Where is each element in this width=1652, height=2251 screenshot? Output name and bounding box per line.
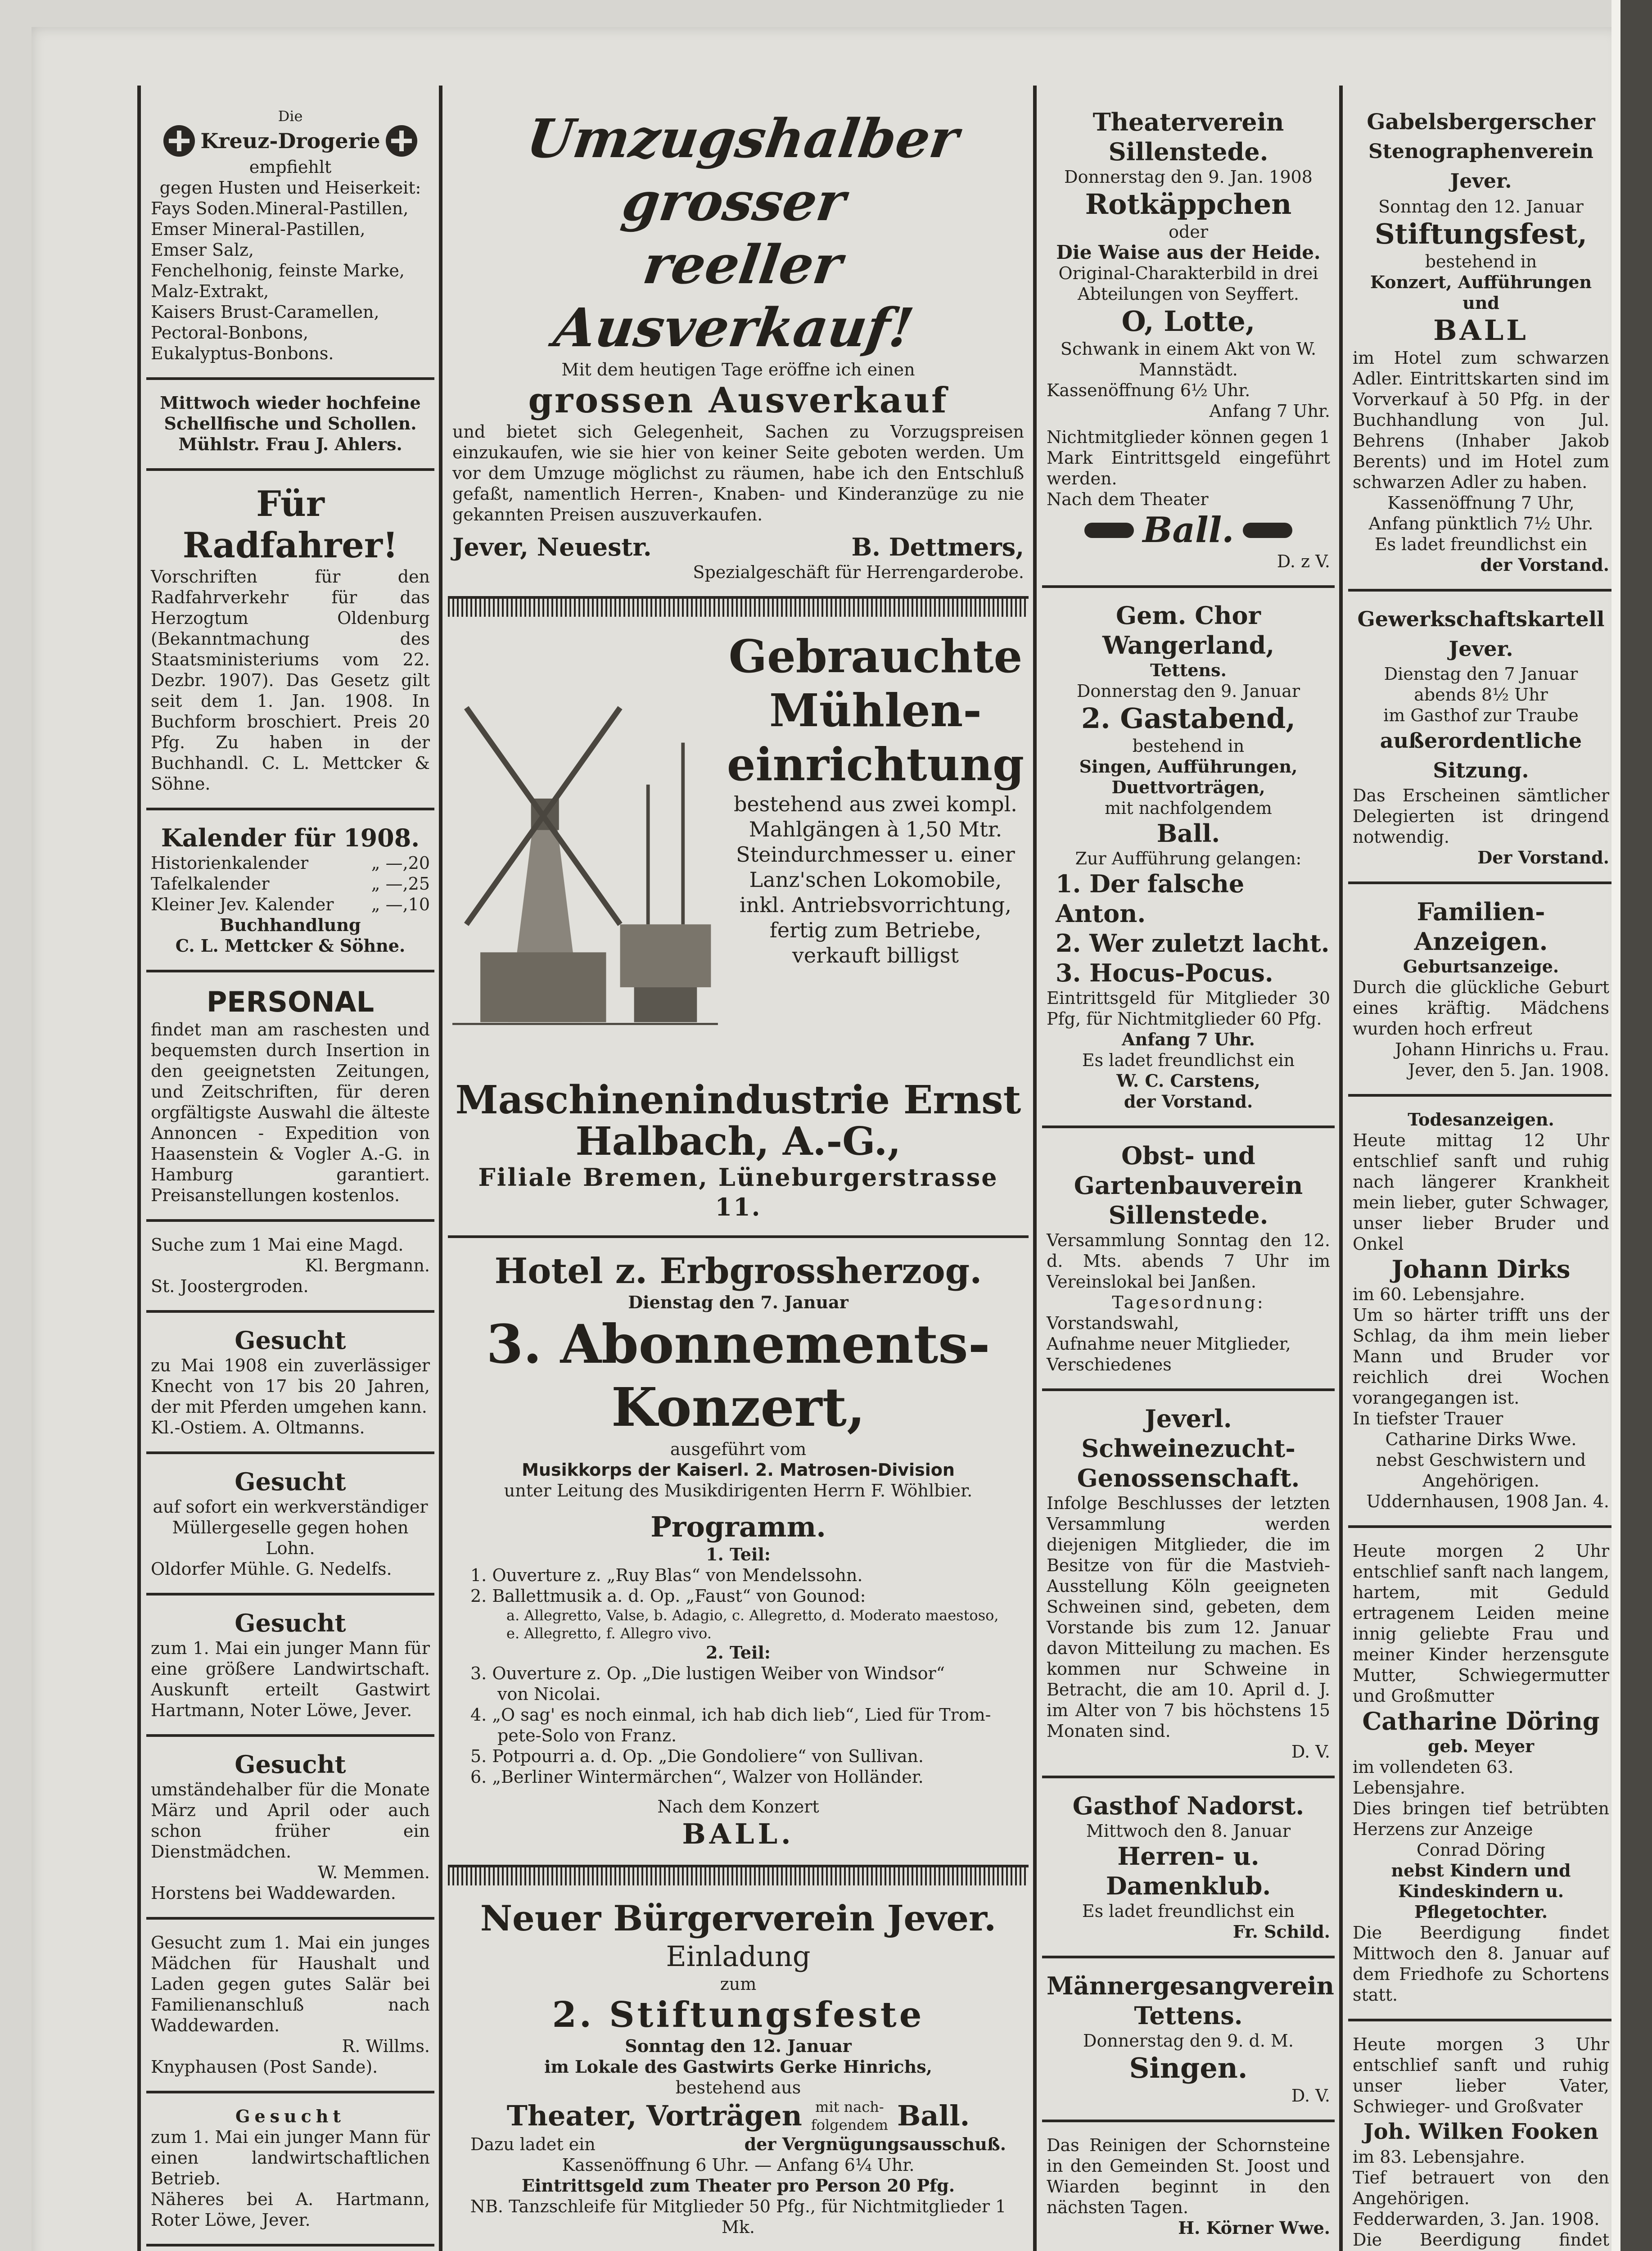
ad-text: Nach dem Theater	[1047, 489, 1209, 509]
ad-headline: Ball.	[1142, 510, 1234, 551]
ad-text: Dazu ladet ein	[470, 2134, 596, 2154]
ad-kicker: Die	[278, 108, 303, 125]
ad-signature: D. z V.	[1277, 551, 1330, 571]
pointing-hand-icon	[1243, 523, 1292, 538]
section-title: Todesanzeigen.	[1408, 1109, 1554, 1130]
event-title: Rotkäppchen	[1085, 188, 1292, 221]
ad-text: Anfang 7 Uhr.	[1209, 401, 1330, 421]
ad-title: Genossenschaft.	[1077, 1464, 1300, 1492]
ad-gesucht-dienstmaedchen	[146, 1737, 434, 1920]
ad-signature: Kl. Bergmann.	[305, 1256, 430, 1275]
ad-text: geb. Meyer	[1427, 1736, 1535, 1756]
ad-text: Zur Aufführung gelangen:	[1075, 849, 1302, 868]
ad-text: NB. Tanzschleife für Mitglieder 50 Pfg., für Nichtmitglieder 1 Mk.	[470, 2197, 1007, 2237]
event-title: 2. Stiftungsfeste	[552, 1994, 925, 2035]
event-title: 2. Gastabend,	[1081, 702, 1295, 735]
ad-familien-anzeigen	[1348, 884, 1614, 1097]
ad-schornstein	[1042, 2122, 1335, 2251]
ad-text: zum 1. Mai ein junger Mann für einen landwirtschaftlichen Betrieb.	[151, 2127, 430, 2188]
ad-text: Konzert, Aufführungen und	[1370, 272, 1592, 313]
ad-text: Näheres bei A. Hartmann, Roter Löwe, Jever.	[151, 2189, 430, 2230]
ad-signature: H. Körner Wwe.	[1178, 2218, 1330, 2238]
ad-text: Versammlung Sonntag den 12. d. Mts. abends 7 Uhr im Vereinslokal bei Janßen.	[1047, 1230, 1330, 1292]
ad-gesucht-landwirtschaft	[146, 1596, 434, 1737]
ad-signature: Mühlstr. Frau J. Ahlers.	[178, 434, 402, 454]
ad-signature: Oldorfer Mühle. G. Nedelfs.	[151, 1559, 392, 1579]
ad-gesucht-maedchen	[146, 1920, 434, 2093]
ad-text: Original-Charakterbild in drei Abteilungen von Seyffert.	[1058, 263, 1318, 304]
ad-gesucht-knecht	[146, 1313, 434, 1454]
ad-title: Gabelsbergerscher	[1367, 109, 1595, 135]
windmill-illustration	[452, 629, 718, 1080]
ad-text: bestehend in	[1132, 736, 1245, 756]
ad-title: Gesucht	[235, 1750, 346, 1779]
ad-personal	[146, 972, 434, 1222]
event-title: O, Lotte,	[1121, 305, 1255, 338]
ad-title: PERSONAL	[206, 985, 375, 1018]
ad-signature: D. V.	[1291, 2086, 1330, 2106]
ad-gabelsberger	[1348, 95, 1614, 592]
ad-headline: Theater, Vorträgen	[506, 2099, 802, 2132]
ad-headline: grossen Ausverkauf	[528, 380, 948, 421]
ad-text: Mit dem heutigen Tage eröffne ich einen	[561, 360, 915, 380]
ad-line: Schellfische und Schollen.	[164, 413, 417, 434]
ad-address: Filiale Bremen, Lüneburgerstrasse 11.	[478, 1163, 998, 1221]
ad-signature: Conrad Döring	[1416, 1840, 1546, 1860]
event-title: Die Waise aus der Heide.	[1056, 241, 1321, 263]
ad-title: Gesucht	[235, 1609, 346, 1637]
ad-text: umständehalber für die Monate März und April oder auch schon früher ein Dienstmädchen.	[151, 1780, 430, 1862]
ad-text: Vorschriften für den Radfahrverkehr für das Herzogtum Oldenburg (Bekanntmachung des Staatsministeriums vom 22. Dezbr. 1907). Das Gesetz gilt seit dem 1. Jan. 1908. In Buchform broschiert. Preis 20 Pfg. Zu haben in der Buchhandl. C. L. Mettcker & Söhne.	[151, 567, 430, 794]
red-cross-icon	[163, 125, 195, 157]
program-part: 2. Teil:	[706, 1642, 771, 1663]
ad-lehrling	[146, 2246, 434, 2251]
ad-text: Die Beerdigung findet Mittwoch den 8. Januar auf dem Friedhofe zu Schortens statt.	[1353, 1923, 1609, 2005]
ad-text: Kassenöffnung 7 Uhr,	[1387, 493, 1575, 513]
ad-title: Jeverl. Schweinezucht-	[1081, 1404, 1295, 1463]
event-date: Dienstag den 7. Januar	[628, 1292, 849, 1312]
ad-signature: Catharine Dirks Wwe.	[1385, 1429, 1577, 1449]
ad-headline: BALL	[1433, 314, 1529, 347]
ad-title: Kalender für 1908.	[161, 823, 420, 852]
ad-title: Sillenstede.	[1108, 137, 1268, 166]
ad-place: Uddernhausen, 1908 Jan. 4.	[1366, 1492, 1609, 1511]
event-title: 3. Abonnements-Konzert,	[486, 1313, 990, 1438]
ad-text: In tiefster Trauer	[1353, 1409, 1503, 1428]
ad-signature: Kl.-Ostiem. A. Oltmanns.	[151, 1418, 365, 1437]
product-item: Malz-Extrakt,	[151, 281, 269, 301]
ad-title: Männergesangverein	[1047, 1971, 1334, 2000]
ad-title: Mühlen-	[769, 684, 982, 737]
ad-gewerkschaftskartell	[1348, 592, 1614, 884]
ad-signature: St. Joostergroden.	[151, 1276, 309, 1296]
ad-line: gegen Husten und Heiserkeit:	[159, 178, 421, 198]
program-item: 3. Ouverture z. Op. „Die lustigen Weiber von Windsor“	[470, 1663, 945, 1683]
program-item: 1. Der falsche Anton.	[1056, 869, 1245, 928]
ad-text: im vollendeten 63. Lebensjahre.	[1353, 1757, 1514, 1798]
deceased-name: Joh. Wilken Fooken	[1363, 2119, 1599, 2144]
event-title: Stiftungsfest,	[1375, 217, 1587, 250]
ad-title: Geburtsanzeige.	[1403, 956, 1559, 976]
ad-hotel-konzert	[448, 1238, 1029, 1867]
ad-text: Singen, Aufführungen, Duettvorträgen,	[1079, 756, 1298, 797]
product-item: Kaisers Brust-Caramellen,	[151, 302, 379, 322]
ad-signature: Buchhandlung	[220, 915, 361, 935]
program-item: 6. „Berliner Wintermärchen“, Walzer von Holländer.	[470, 1767, 924, 1787]
ad-place: Fedderwarden, 3. Jan. 1908.	[1353, 2209, 1600, 2229]
program-item: 2. Ballettmusik a. d. Op. „Faust“ von Gounod:	[470, 1586, 866, 1606]
ad-text: Suche zum 1 Mai eine Magd.	[151, 1235, 404, 1255]
ad-text: Heute mittag 12 Uhr entschlief sanft und ruhig nach längerer Krankheit mein lieber, guter Schwager, unser lieber Bruder und Onkel	[1353, 1130, 1609, 1254]
product-item: Fenchelhonig, feinste Marke,	[151, 261, 405, 280]
calendar-item: Historienkalender	[151, 853, 308, 873]
program-subitem: e. Allegretto, f. Allegro vivo.	[506, 1625, 712, 1642]
ad-text: findet man am raschesten und bequemsten durch Insertion in den geeignetsten Zeitungen, und Zeitschriften, für deren orgfältigste Auswahl die älteste Annoncen - Expedition von Haasenstein & Vogler A.-G. in Hamburg garantiert. Preisanstellungen kostenlos.	[151, 1020, 430, 1205]
agenda-item: Vorstandswahl,	[1047, 1313, 1179, 1333]
program-item: 1. Ouverture z. „Ruy Blas“ von Mendelssohn.	[470, 1565, 863, 1585]
ad-title: Theaterverein	[1092, 108, 1284, 136]
ad-title: Gesucht	[235, 2106, 345, 2126]
ad-signature: B. Dettmers,	[851, 533, 1024, 561]
column-rule	[1339, 86, 1343, 2251]
ad-text: Heute morgen 2 Uhr entschlief sanft nach langem, hartem, mit Geduld ertragenem Leiden meine innig geliebte Frau und meiner Kinder herzensgute Mutter, Schwiegermutter und Großmutter	[1353, 1541, 1609, 1706]
ad-text: Es ladet freundlichst ein	[1082, 1050, 1295, 1070]
ad-theaterverein	[1042, 95, 1335, 588]
ad-title: Sillenstede.	[1108, 1201, 1268, 1229]
ad-text: Gesucht zum 1. Mai ein junges Mädchen für Haushalt und Laden gegen gutes Salär bei Familienanschluß nach Waddewarden.	[151, 1933, 430, 2035]
event-time: abends 8½ Uhr	[1414, 685, 1548, 705]
program-item: 4. „O sag' es noch einmal, ich hab dich lieb“, Lied für Trom-	[470, 1705, 991, 1725]
program-item: 5. Potpourri a. d. Op. „Die Gondoliere“ von Sullivan.	[470, 1746, 924, 1766]
ad-schellfische	[146, 380, 434, 471]
product-item: Emser Mineral-Pastillen,	[151, 219, 366, 239]
ad-text: Das Erscheinen sämtlicher Delegierten ist dringend notwendig.	[1353, 786, 1609, 847]
ad-line: empfiehlt	[249, 157, 332, 177]
ad-text: Durch die glückliche Geburt eines kräftig. Mädchens wurden hoch erfreut	[1353, 977, 1609, 1039]
pointing-hand-icon	[1084, 523, 1134, 538]
section-title: Familien-Anzeigen.	[1414, 897, 1548, 956]
ad-signature: der Vorstand.	[1480, 555, 1609, 575]
ad-signature: Jever, den 5. Jan. 1908.	[1408, 1060, 1609, 1080]
ad-text: im 83. Lebensjahre.	[1353, 2147, 1525, 2167]
event-date: Sonntag den 12. Januar	[625, 2036, 852, 2056]
ad-signature: Fr. Schild.	[1232, 1921, 1330, 1942]
ad-title: Gem. Chor Wangerland,	[1102, 601, 1275, 660]
ad-ausverkauf	[448, 95, 1029, 599]
red-cross-icon	[386, 125, 417, 157]
obituary-doering	[1348, 1528, 1614, 2021]
program-item: pete-Solo von Franz.	[497, 1726, 677, 1745]
agenda-item: Verschiedenes	[1047, 1355, 1172, 1374]
event-title: Singen.	[1129, 2052, 1248, 2084]
ad-text: Heute morgen 3 Uhr entschlief sanft und ruhig unser lieber Vater, Schwieger- und Großvater	[1353, 2034, 1609, 2116]
ad-text: Kassenöffnung 6 Uhr. — Anfang 6¼ Uhr.	[562, 2155, 915, 2175]
column-4	[1348, 95, 1614, 2251]
ad-title: Stenographenverein Jever.	[1368, 140, 1594, 193]
ad-gasthof-nadorst	[1042, 1778, 1335, 1958]
deceased-name: Johann Dirks	[1391, 1255, 1571, 1284]
ad-text: Schwank in einem Akt von W. Mannstädt.	[1060, 339, 1317, 380]
ad-text: bestehend aus zwei kompl. Mahlgängen à 1,50 Mtr. Steindurchmesser u. einer Lanz'schen Lokomobile, inkl. Antriebsvorrichtung, fertig zum Betriebe, verkauft billigst	[733, 792, 1017, 967]
ad-signature: W. Memmen.	[317, 1862, 430, 1882]
ad-signature: Horstens bei Waddewarden.	[151, 1883, 396, 1903]
ad-title: Kreuz-Drogerie	[200, 129, 380, 153]
ad-signature: C. L. Mettcker & Söhne.	[175, 936, 406, 956]
ad-text: Die Beerdigung findet	[1353, 2230, 1609, 2250]
ad-signature: nebst Geschwistern und Angehörigen.	[1376, 1450, 1586, 1491]
ad-text: zum	[720, 1974, 757, 1994]
ad-gesucht-muellergeselle	[146, 1454, 434, 1596]
ad-text: Anfang 7 Uhr.	[1122, 1029, 1255, 1049]
ad-text: Spezialgeschäft für Herrengarderobe.	[693, 562, 1024, 582]
ad-headline: Ball.	[897, 2099, 970, 2132]
ad-text: unter Leitung des Musikdirigenten Herrn F. Wöhlbier.	[504, 1481, 973, 1501]
ad-text: Es ladet freundlichst ein	[1082, 1901, 1295, 1921]
ad-headline: Ball.	[1156, 819, 1220, 848]
ad-title: Hotel z. Erbgrossherzog.	[494, 1251, 982, 1292]
ad-company: Maschinenindustrie Ernst Halbach, A.-G.,	[455, 1077, 1021, 1164]
calendar-price: „ —,25	[371, 874, 430, 894]
ad-signature: Knyphausen (Post Sande).	[151, 2057, 378, 2077]
ad-gem-chor	[1042, 588, 1335, 1128]
ad-signature: Der Vorstand.	[1477, 847, 1609, 868]
ad-signature: Johann Hinrichs u. Frau.	[1395, 1040, 1609, 1059]
ad-kalender	[146, 810, 434, 972]
ad-text: und bietet sich Gelegenheit, Sachen zu Vorzugspreisen einzukaufen, wie sie hier von keiner Seite geboten werden. Um vor dem Umzuge möglichst zu räumen, habe ich den Entschluß gefaßt, namentlich Herren-, Knaben- und Kinderanzüge zu nie gekannten Preisen auszuverkaufen.	[452, 422, 1024, 524]
event-title: Herren- u. Damenklub.	[1106, 1842, 1271, 1900]
ad-buergerverein	[448, 1885, 1029, 2251]
ad-signature: nebst Kindern und Kindeskindern u. Pflegetochter.	[1391, 1860, 1571, 1922]
calendar-item: Kleiner Jev. Kalender	[151, 895, 334, 914]
ad-text: mit nach-	[815, 2098, 884, 2115]
ad-schweinezucht	[1042, 1391, 1335, 1778]
page-edge	[1611, 0, 1620, 2251]
obituary-dirks	[1348, 1097, 1614, 1528]
ad-text: zum 1. Mai ein junger Mann für eine größere Landwirtschaft. Auskunft erteilt Gastwirt Hartmann, Noter Löwe, Jever.	[151, 1638, 430, 1720]
event-date: Mittwoch den 8. Januar	[1086, 1821, 1291, 1841]
obituary-fooken	[1348, 2021, 1614, 2251]
column-rule	[137, 86, 141, 2251]
ad-gesucht-junger-mann	[146, 2093, 434, 2246]
program-item: 2. Wer zuletzt lacht.	[1056, 929, 1330, 958]
program-part: 1. Teil:	[706, 1544, 771, 1564]
ad-title: Gebrauchte	[728, 630, 1023, 683]
ad-title: einrichtung	[727, 738, 1024, 791]
ad-title: reeller Ausverkauf!	[550, 233, 918, 359]
program-title: Programm.	[650, 1510, 826, 1543]
ad-text: Eintrittsgeld zum Theater pro Person 20 Pfg.	[521, 2175, 955, 2196]
event-date: Sonntag den 12. Januar	[1378, 197, 1584, 217]
column-1	[146, 95, 434, 2251]
ad-text: Das Reinigen der Schornsteine in den Gemeinden St. Joost und Wiarden beginnt in den nächsten Tagen.	[1047, 2135, 1330, 2217]
column-rule	[439, 86, 442, 2251]
ad-text: mit nachfolgendem	[1105, 798, 1272, 818]
ad-text: Einladung	[666, 1940, 811, 1973]
newspaper-page	[32, 27, 1620, 2251]
ad-text: im Hotel zum schwarzen Adler. Eintrittskarten sind im Vorverkauf à 50 Pfg. in der Buchhandlung von Jul. Behrens (Inhaber Jakob Berents) und im Hotel zum schwarzen Adler zu haben.	[1353, 348, 1609, 492]
event-place: im Lokale des Gastwirts Gerke Hinrichs,	[544, 2057, 932, 2077]
ad-text: Nach dem Konzert	[657, 1797, 819, 1817]
decorative-border	[448, 1867, 1029, 1885]
ad-title: Für Radfahrer!	[182, 484, 398, 566]
calendar-price: „ —,20	[371, 853, 430, 873]
ad-text: Anfang pünktlich 7½ Uhr.	[1368, 514, 1593, 533]
ad-text: im 60. Lebensjahre.	[1353, 1284, 1525, 1304]
ad-text: folgendem	[811, 2116, 888, 2133]
ad-text: Infolge Beschlusses der letzten Versammlung werden diejenigen Mitglieder, die im Besitze von für die Mastvieh-Ausstellung Köln geeigneten Schweinen sind, gebeten, dem Vorstande bis zum 12. Januar davon Mitteilung zu machen. Es kommen nur Schweine in Betracht, die am 10. April d. J. im Alter von 7 bis höchstens 15 Monaten sind.	[1047, 1493, 1330, 1741]
ad-place: Jever, Neuestr.	[452, 533, 652, 561]
ad-title: Gesucht	[235, 1326, 346, 1355]
ad-text: bestehend in	[1425, 252, 1537, 271]
ad-title: Umzugshalber grosser	[523, 107, 962, 233]
ad-text: Eintrittsgeld für Mitglieder 30 Pfg, für Nichtmitglieder 60 Pfg.	[1047, 988, 1330, 1029]
ad-title: Tettens.	[1134, 2001, 1243, 2030]
ad-suche-magd	[146, 1222, 434, 1313]
ad-text: ausgeführt vom	[670, 1439, 807, 1459]
ad-text: zu Mai 1908 ein zuverlässiger Knecht von 17 bis 20 Jahren, der mit Pferden umgehen kann.	[151, 1356, 430, 1417]
product-item: Eukalyptus-Bonbons.	[151, 344, 334, 363]
product-item: Pectoral-Bonbons,	[151, 323, 309, 343]
column-3	[1042, 95, 1335, 2251]
binding-edge	[1620, 0, 1652, 2251]
ad-text: oder	[1169, 222, 1208, 242]
ad-text: Es ladet freundlichst ein	[1374, 534, 1588, 554]
event-date: Dienstag den 7 Januar	[1384, 664, 1578, 684]
product-item: Emser Salz,	[151, 240, 254, 260]
agenda-item: Aufnahme neuer Mitglieder,	[1047, 1334, 1291, 1354]
ad-title: Neuer Bürgerverein Jever.	[480, 1898, 997, 1939]
ad-text: Kassenöffnung 6½ Uhr.	[1047, 380, 1250, 400]
ad-text: auf sofort ein werkverständiger Müllergeselle gegen hohen Lohn.	[153, 1497, 428, 1558]
program-item: von Nicolai.	[497, 1684, 601, 1704]
event-date: Donnerstag den 9. Januar	[1076, 681, 1300, 701]
ad-maennergesang	[1042, 1958, 1335, 2122]
column-2	[448, 95, 1029, 2251]
decorative-border	[448, 599, 1029, 617]
ad-text: Tief betrauert von den Angehörigen.	[1353, 2168, 1609, 2208]
deceased-name: Catharine Döring	[1362, 1707, 1600, 1736]
event-place: im Gasthof zur Traube	[1383, 705, 1579, 725]
ad-signature: D. V.	[1291, 1742, 1330, 1762]
ad-kreuz-drogerie	[146, 95, 434, 380]
ad-text: Dies bringen tief betrübten Herzens zur Anzeige	[1353, 1799, 1609, 1839]
ad-text: Tagesordnung:	[1112, 1293, 1265, 1312]
ad-title: Gewerkschaftskartell Jever.	[1357, 607, 1605, 661]
ad-signature: der Vorstand.	[1124, 1091, 1253, 1112]
ad-place: Tettens.	[1150, 660, 1227, 680]
ad-text: bestehend aus	[675, 2078, 801, 2097]
ad-text: Musikkorps der Kaiserl. 2. Matrosen-Division	[522, 1460, 955, 1480]
ad-signature: R. Willms.	[342, 2036, 430, 2056]
ad-muehle	[448, 617, 1029, 1238]
program-subitem: a. Allegretto, Valse, b. Adagio, c. Allegretto, d. Moderato maestoso,	[506, 1607, 999, 1624]
program-item: 3. Hocus-Pocus.	[1056, 958, 1273, 987]
ad-signature: der Vergnügungsausschuß.	[744, 2134, 1006, 2154]
ad-signature: W. C. Carstens,	[1116, 1071, 1260, 1091]
column-rule	[1033, 86, 1037, 2251]
ad-text: Um so härter trifft uns der Schlag, da ihm mein lieber Mann und Bruder vor reichlich drei Wochen vorangegangen ist.	[1353, 1305, 1609, 1408]
ad-title: Gesucht	[235, 1467, 346, 1496]
ad-title: Obst- und Gartenbauverein	[1074, 1141, 1303, 1200]
ad-headline: BALL.	[682, 1817, 794, 1850]
ad-title: Gasthof Nadorst.	[1072, 1791, 1304, 1820]
ad-radfahrer	[146, 471, 434, 810]
event-title: außerordentliche Sitzung.	[1380, 728, 1582, 782]
product-item: Fays Soden.Mineral-Pastillen,	[151, 199, 409, 218]
event-date: Donnerstag den 9. Jan. 1908	[1064, 167, 1313, 187]
ad-line: Mittwoch wieder hochfeine	[160, 393, 421, 413]
ad-obst-gartenbau	[1042, 1128, 1335, 1391]
event-date: Donnerstag den 9. d. M.	[1083, 2031, 1294, 2051]
ad-text: Nichtmitglieder können gegen 1 Mark Eintrittsgeld eingeführt werden.	[1047, 427, 1330, 488]
calendar-item: Tafelkalender	[151, 874, 270, 894]
calendar-price: „ —,10	[371, 895, 430, 914]
